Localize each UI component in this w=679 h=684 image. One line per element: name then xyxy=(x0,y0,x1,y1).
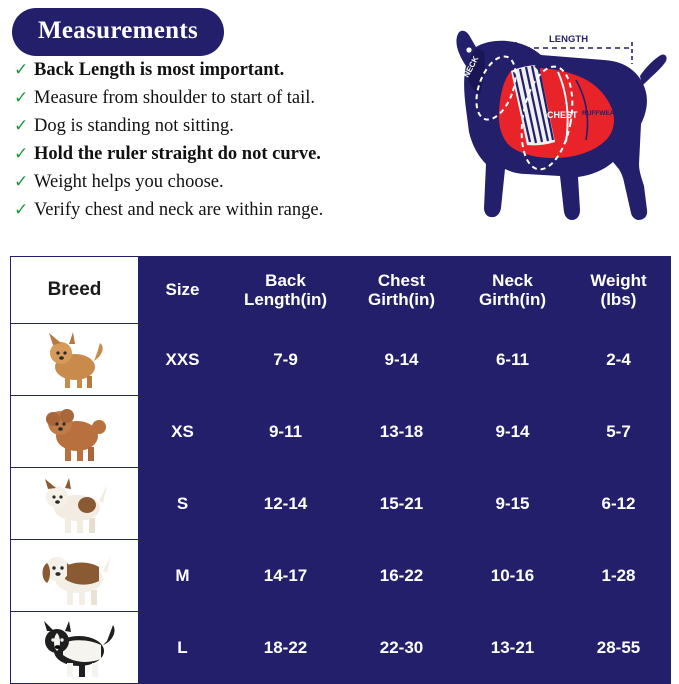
weight-cell: 1-28 xyxy=(567,540,671,612)
chest-girth-cell: 9-14 xyxy=(345,324,459,396)
neck-label: NECK xyxy=(461,54,481,79)
beagle-photo xyxy=(15,547,135,605)
check-icon: ✓ xyxy=(14,88,29,108)
chest-girth-cell: 13-18 xyxy=(345,396,459,468)
size-chart-table xyxy=(10,256,671,684)
neck-girth-cell: 6-11 xyxy=(459,324,567,396)
back-length-cell: 18-22 xyxy=(227,612,345,684)
breed-cell xyxy=(11,396,139,468)
table-header-row xyxy=(11,257,671,324)
neck-girth-cell: 10-16 xyxy=(459,540,567,612)
size-cell: XXS xyxy=(139,324,227,396)
chest-girth-cell: 22-30 xyxy=(345,612,459,684)
back-length-cell: 14-17 xyxy=(227,540,345,612)
column-header-back-length: Back Length(in) xyxy=(227,257,345,324)
weight-cell: 6-12 xyxy=(567,468,671,540)
back-length-cell: 9-11 xyxy=(227,396,345,468)
list-item-label: Dog is standing not sitting. xyxy=(34,116,234,136)
list-item xyxy=(14,144,414,169)
page-title: Measurements xyxy=(12,8,224,56)
check-icon: ✓ xyxy=(14,144,29,164)
table-row xyxy=(11,468,671,540)
list-item-label: Weight helps you choose. xyxy=(34,172,224,192)
breed-cell xyxy=(11,540,139,612)
list-item-label: Measure from shoulder to start of tail. xyxy=(34,88,316,108)
column-header-neck-girth: Neck Girth(in) xyxy=(459,257,567,324)
list-item xyxy=(14,88,414,113)
chest-girth-cell: 15-21 xyxy=(345,468,459,540)
breed-cell xyxy=(11,612,139,684)
breed-cell xyxy=(11,324,139,396)
check-icon: ✓ xyxy=(14,116,29,136)
check-icon: ✓ xyxy=(14,60,29,80)
list-item xyxy=(14,116,414,141)
weight-cell: 2-4 xyxy=(567,324,671,396)
weight-cell: 28-55 xyxy=(567,612,671,684)
chihuahua-photo xyxy=(15,331,135,389)
size-cell: S xyxy=(139,468,227,540)
measurement-tips-list xyxy=(14,60,414,228)
list-item-label: Verify chest and neck are within range. xyxy=(34,200,324,220)
table-row xyxy=(11,612,671,684)
neck-girth-cell: 9-14 xyxy=(459,396,567,468)
size-cell: XS xyxy=(139,396,227,468)
breed-cell xyxy=(11,468,139,540)
chest-label: CHEST xyxy=(547,110,578,120)
size-cell: L xyxy=(139,612,227,684)
column-header-chest-girth: Chest Girth(in) xyxy=(345,257,459,324)
neck-girth-cell: 13-21 xyxy=(459,612,567,684)
column-header-breed: Breed xyxy=(11,257,139,324)
list-item xyxy=(14,200,414,225)
list-item-label: Back Length is most important. xyxy=(34,60,285,80)
length-label: LENGTH xyxy=(549,34,589,45)
column-header-size: Size xyxy=(139,257,227,324)
poodle-photo xyxy=(15,403,135,461)
table-row xyxy=(11,540,671,612)
brand-label: RUFFWEAR xyxy=(582,110,620,117)
back-length-cell: 7-9 xyxy=(227,324,345,396)
neck-girth-cell: 9-15 xyxy=(459,468,567,540)
table-row xyxy=(11,324,671,396)
dog-measurement-illustration xyxy=(408,14,670,239)
check-icon: ✓ xyxy=(14,172,29,192)
list-item xyxy=(14,60,414,85)
list-item-label: Hold the ruler straight do not curve. xyxy=(34,144,321,164)
terrier-photo xyxy=(15,475,135,533)
weight-cell: 5-7 xyxy=(567,396,671,468)
table-row xyxy=(11,396,671,468)
border-collie-photo xyxy=(15,619,135,677)
back-length-cell: 12-14 xyxy=(227,468,345,540)
list-item xyxy=(14,172,414,197)
column-header-weight: Weight (lbs) xyxy=(567,257,671,324)
check-icon: ✓ xyxy=(14,200,29,220)
chest-girth-cell: 16-22 xyxy=(345,540,459,612)
size-cell: M xyxy=(139,540,227,612)
